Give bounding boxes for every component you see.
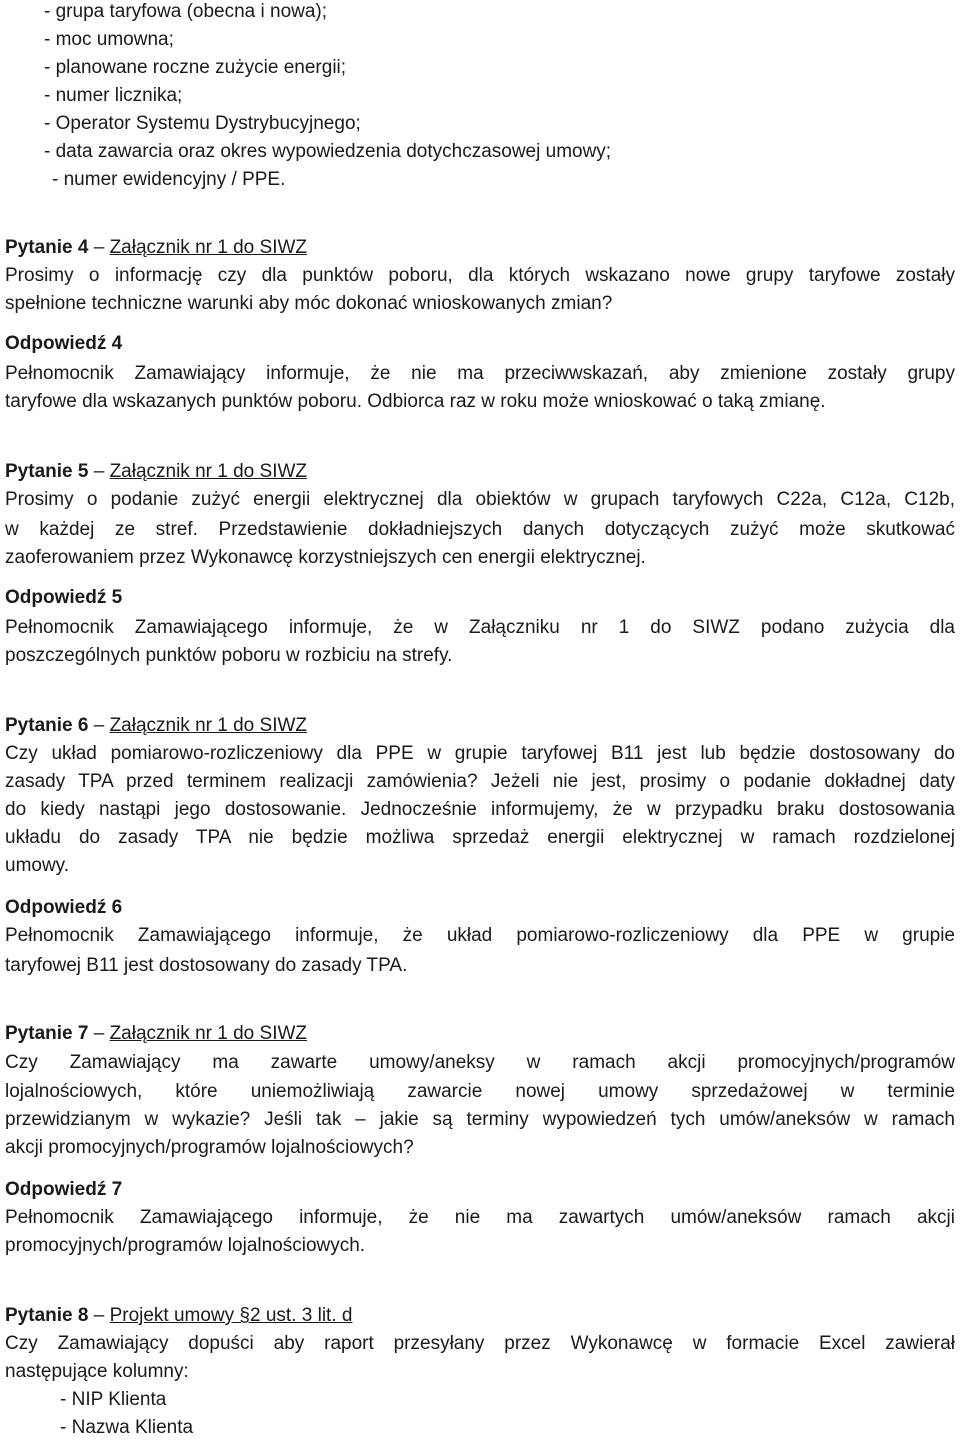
answer-text-line: promocyjnych/programów lojalnościowych.	[5, 1235, 366, 1256]
answer-label: Odpowiedź 7	[5, 1179, 123, 1200]
question-reference: Załącznik nr 1 do SIWZ	[109, 461, 308, 482]
question-heading	[5, 234, 955, 262]
question-text-line: akcji promocyjnych/programów lojalnościowych?	[5, 1137, 414, 1158]
question-reference: Załącznik nr 1 do SIWZ	[109, 1023, 308, 1044]
answer-text-line: taryfowe dla wskazanych punktów poboru. Odbiorca raz w roku może wnioskować o taką zmianę.	[5, 391, 826, 412]
question-text-line: Czy układ pomiarowo-rozliczeniowy dla PPE w grupie taryfowej B11 jest lub będzie dostosowany do	[5, 743, 955, 764]
question-text-line: zaoferowaniem przez Wykonawcę korzystniejszych cen energii elektrycznej.	[5, 547, 646, 568]
heading-dash: –	[88, 237, 110, 258]
answer-label: Odpowiedź 6	[5, 897, 123, 918]
answer-label: Odpowiedź 5	[5, 587, 123, 608]
question-text-line: Prosimy o informację czy dla punktów poboru, dla których wskazano nowe grupy taryfowe zostały	[5, 265, 955, 286]
question-heading	[5, 1302, 955, 1330]
question-label: Pytanie 5	[5, 461, 89, 482]
answer-text-line: Pełnomocnik Zamawiającego informuje, że w Załączniku nr 1 do SIWZ podano zużycia dla	[5, 617, 955, 638]
question-heading	[5, 712, 955, 740]
question-text-line: spełnione techniczne warunki aby móc dokonać wnioskowanych zmian?	[5, 293, 613, 314]
question-text-line: lojalnościowych, które uniemożliwiają zawarcie nowej umowy sprzedażowej w terminie	[5, 1081, 955, 1102]
list-item: - Nazwa Klienta	[60, 1417, 194, 1438]
heading-dash: –	[88, 1305, 110, 1326]
question-label: Pytanie 4	[5, 237, 89, 258]
list-item: - moc umowna;	[44, 29, 174, 50]
heading-dash: –	[88, 1023, 110, 1044]
list-item: - numer ewidencyjny / PPE.	[52, 169, 286, 190]
question-text-line: układu do zasady TPA nie będzie możliwa sprzedaż energii elektrycznej w ramach rozdzielonej	[5, 827, 955, 848]
question-label: Pytanie 6	[5, 715, 89, 736]
heading-dash: –	[88, 715, 110, 736]
answer-text-line: taryfowej B11 jest dostosowany do zasady TPA.	[5, 955, 408, 976]
question-label: Pytanie 8	[5, 1305, 89, 1326]
question-text-line: umowy.	[5, 855, 70, 876]
heading-dash: –	[88, 461, 110, 482]
list-item: - planowane roczne zużycie energii;	[44, 57, 347, 78]
answer-text-line: Pełnomocnik Zamawiającego informuje, że układ pomiarowo-rozliczeniowy dla PPE w grupie	[5, 925, 955, 946]
list-item: - Operator Systemu Dystrybucyjnego;	[44, 113, 361, 134]
list-item: - NIP Klienta	[60, 1389, 167, 1410]
question-text-line: przewidzianym w wykazie? Jeśli tak – jakie są terminy wypowiedzeń tych umów/aneksów w ramach	[5, 1109, 955, 1130]
question-heading	[5, 1020, 955, 1048]
question-text-line: do kiedy nastąpi jego dostosowanie. Jednocześnie informujemy, że w przypadku braku dostosowania	[5, 799, 955, 820]
question-reference: Załącznik nr 1 do SIWZ	[109, 715, 308, 736]
answer-label: Odpowiedź 4	[5, 333, 123, 354]
question-text-line: zasady TPA przed terminem realizacji zamówienia? Jeżeli nie jest, prosimy o podanie dokładnej daty	[5, 771, 955, 792]
question-text-line: w każdej ze stref. Przedstawienie dokładniejszych danych dotyczących zużyć może skutkować	[5, 519, 955, 540]
list-item: - grupa taryfowa (obecna i nowa);	[44, 1, 328, 22]
question-heading	[5, 458, 955, 486]
answer-text-line: poszczególnych punktów poboru w rozbiciu na strefy.	[5, 645, 453, 666]
question-reference: Załącznik nr 1 do SIWZ	[109, 237, 308, 258]
question-label: Pytanie 7	[5, 1023, 89, 1044]
question-reference: Projekt umowy §2 ust. 3 lit. d	[109, 1305, 353, 1326]
answer-text-line: Pełnomocnik Zamawiającego informuje, że nie ma zawartych umów/aneksów ramach akcji	[5, 1207, 955, 1228]
question-text-line: Prosimy o podanie zużyć energii elektrycznej dla obiektów w grupach taryfowych C22a, C12a, C12b,	[5, 489, 955, 510]
question-text-line: Czy Zamawiający ma zawarte umowy/aneksy w ramach akcji promocyjnych/programów	[5, 1052, 955, 1073]
list-item: - data zawarcia oraz okres wypowiedzenia dotychczasowej umowy;	[44, 141, 612, 162]
question-text-line: Czy Zamawiający dopuści aby raport przesyłany przez Wykonawcę w formacie Excel zawierał	[5, 1333, 955, 1354]
answer-text-line: Pełnomocnik Zamawiający informuje, że nie ma przeciwwskazań, aby zmienione zostały grupy	[5, 363, 955, 384]
list-item: - numer licznika;	[44, 85, 183, 106]
question-text-line: następujące kolumny:	[5, 1361, 189, 1382]
